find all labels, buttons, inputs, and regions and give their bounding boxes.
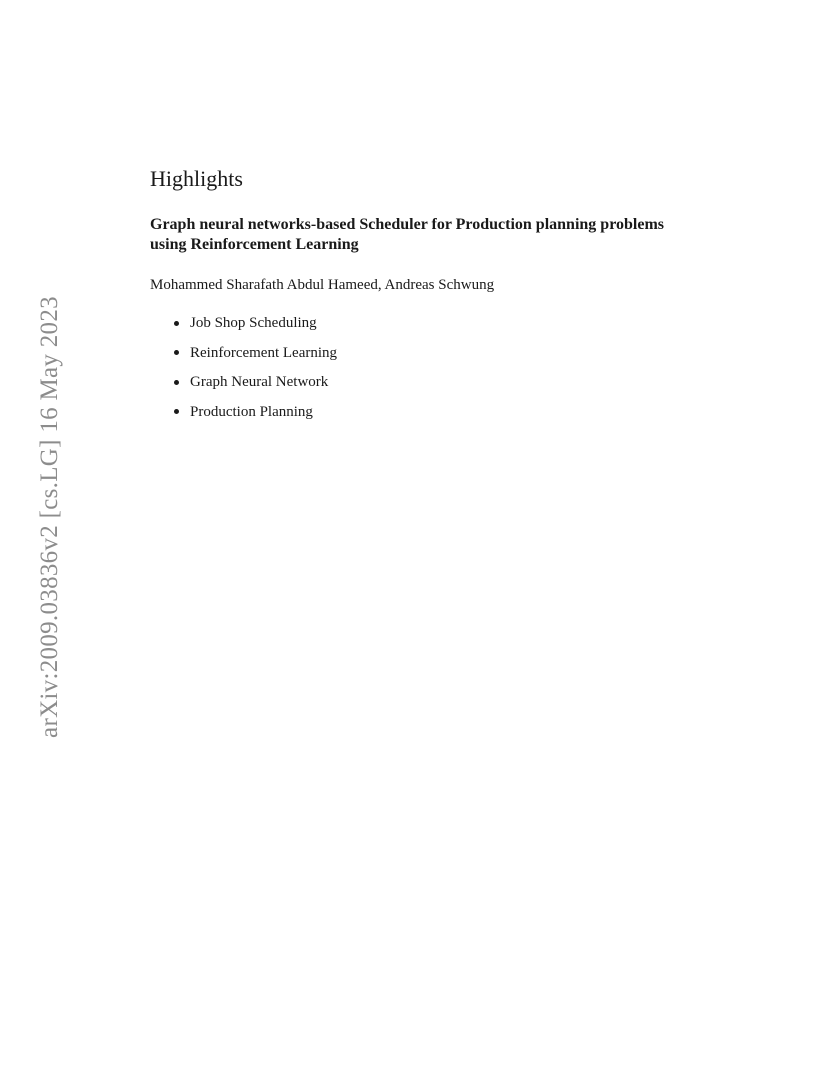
- highlight-text: Graph Neural Network: [190, 374, 329, 390]
- bullet-icon: [174, 321, 179, 326]
- bullet-icon: [174, 409, 179, 414]
- list-item: [174, 402, 710, 422]
- highlight-text: Job Shop Scheduling: [190, 315, 317, 331]
- highlights-list: [150, 313, 710, 422]
- highlight-text: Reinforcement Learning: [190, 344, 338, 361]
- highlight-text: Production Planning: [190, 403, 313, 420]
- highlights-section: [150, 165, 710, 431]
- highlights-heading: Highlights: [150, 166, 243, 191]
- bullet-icon: [174, 380, 179, 385]
- bullet-icon: [174, 350, 179, 355]
- arxiv-identifier-stamp: arXiv:2009.03836v2 [cs.LG] 16 May 2023: [36, 296, 63, 738]
- list-item: [174, 343, 710, 363]
- author-list: Mohammed Sharafath Abdul Hameed, Andreas Schwung: [150, 277, 495, 293]
- list-item: [174, 372, 710, 392]
- paper-title: Graph neural networks-based Scheduler for Production planning problems using Reinforcement Learning: [150, 216, 664, 253]
- list-item: [174, 313, 710, 333]
